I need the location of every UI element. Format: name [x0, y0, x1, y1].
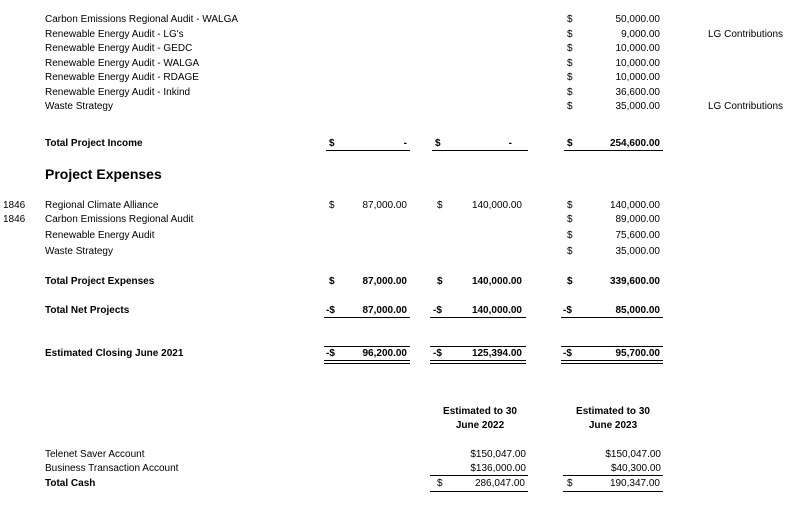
currency-symbol: $: [567, 214, 573, 225]
currency-symbol: $: [567, 230, 573, 241]
currency-symbol: $: [567, 72, 573, 83]
income-note: LG Contributions: [708, 29, 784, 40]
total-net-value-2: 140,000.00: [471, 305, 522, 316]
income-label: Renewable Energy Audit - LG's: [45, 29, 184, 40]
income-label: Renewable Energy Audit - WALGA: [45, 58, 200, 69]
income-note: LG Contributions: [708, 101, 784, 112]
currency-symbol: -$: [563, 348, 572, 359]
account-code: 1846: [3, 200, 26, 211]
income-label: Renewable Energy Audit - GEDC: [45, 43, 193, 54]
underline: [563, 475, 663, 476]
income-amount: 10,000.00: [615, 43, 660, 54]
income-label: Renewable Energy Audit - RDAGE: [45, 72, 199, 83]
overline: [324, 346, 410, 347]
total-expenses-value-3: 339,600.00: [609, 276, 660, 287]
currency-symbol: $: [567, 478, 573, 489]
income-label: Renewable Energy Audit - Inkind: [45, 87, 191, 98]
closing-value-3: 95,700.00: [615, 348, 660, 359]
expense-value-2: 140,000.00: [471, 200, 522, 211]
income-amount: 10,000.00: [615, 58, 660, 69]
account-code: 1846: [3, 214, 26, 225]
currency-symbol: $: [567, 14, 573, 25]
underline: [324, 317, 410, 318]
underline: [430, 317, 526, 318]
expense-value-1: 87,000.00: [362, 200, 407, 211]
income-amount: 50,000.00: [615, 14, 660, 25]
cash-header-2022-line2: June 2022: [455, 420, 505, 431]
double-underline: [430, 360, 526, 364]
currency-symbol: $: [567, 43, 573, 54]
currency-symbol: $: [435, 138, 441, 149]
cash-header-2022-line1: Estimated to 30: [443, 406, 517, 417]
underline: [430, 491, 528, 492]
currency-symbol: -$: [326, 348, 335, 359]
total-income-label: Total Project Income: [45, 138, 143, 149]
total-cash-value-2022: 286,047.00: [474, 478, 525, 489]
currency-symbol: $: [567, 138, 573, 149]
underline: [326, 150, 410, 151]
currency-symbol: $: [567, 58, 573, 69]
overline: [430, 346, 526, 347]
currency-symbol: -$: [433, 348, 442, 359]
double-underline: [561, 360, 663, 364]
total-cash-value-2023: 190,347.00: [609, 478, 660, 489]
income-label: Waste Strategy: [45, 101, 113, 112]
underline: [432, 150, 528, 151]
expense-value-3: 140,000.00: [609, 200, 660, 211]
overline: [561, 346, 663, 347]
total-expenses-label: Total Project Expenses: [45, 276, 155, 287]
cash-value-2023: $150,047.00: [605, 449, 661, 460]
currency-symbol: $: [437, 200, 443, 211]
currency-symbol: $: [567, 101, 573, 112]
underline: [564, 150, 663, 151]
currency-symbol: $: [329, 276, 335, 287]
expense-label: Renewable Energy Audit: [45, 230, 155, 241]
expense-value-3: 89,000.00: [615, 214, 660, 225]
currency-symbol: $: [567, 87, 573, 98]
total-expenses-value-2: 140,000.00: [471, 276, 522, 287]
income-amount: 9,000.00: [621, 29, 660, 40]
total-expenses-value-1: 87,000.00: [362, 276, 407, 287]
section-heading: Project Expenses: [45, 166, 162, 182]
currency-symbol: -$: [563, 305, 572, 316]
currency-symbol: $: [437, 276, 443, 287]
total-net-value-1: 87,000.00: [362, 305, 407, 316]
double-underline: [324, 360, 410, 364]
underline: [561, 317, 663, 318]
cash-label: Telenet Saver Account: [45, 449, 145, 460]
expense-label: Carbon Emissions Regional Audit: [45, 214, 194, 225]
currency-symbol: $: [567, 29, 573, 40]
total-income-value-1: -: [403, 138, 407, 149]
income-amount: 36,600.00: [615, 87, 660, 98]
total-net-label: Total Net Projects: [45, 305, 130, 316]
expense-label: Regional Climate Alliance: [45, 200, 159, 211]
cash-value-2023: $40,300.00: [610, 463, 661, 474]
expense-value-3: 35,000.00: [615, 246, 660, 257]
income-amount: 35,000.00: [615, 101, 660, 112]
currency-symbol: $: [567, 200, 573, 211]
total-income-value-2: -: [508, 138, 512, 149]
cash-label: Business Transaction Account: [45, 463, 179, 474]
cash-value-2022: $136,000.00: [470, 463, 526, 474]
underline: [430, 475, 528, 476]
currency-symbol: $: [329, 138, 335, 149]
closing-value-1: 96,200.00: [362, 348, 407, 359]
underline: [563, 491, 663, 492]
total-net-value-3: 85,000.00: [615, 305, 660, 316]
closing-label: Estimated Closing June 2021: [45, 348, 184, 359]
currency-symbol: $: [437, 478, 443, 489]
expense-value-3: 75,600.00: [615, 230, 660, 241]
total-income-value-3: 254,600.00: [609, 138, 660, 149]
expense-label: Waste Strategy: [45, 246, 113, 257]
cash-header-2023-line2: June 2023: [588, 420, 638, 431]
cash-header-2023-line1: Estimated to 30: [576, 406, 650, 417]
closing-value-2: 125,394.00: [471, 348, 522, 359]
income-label: Carbon Emissions Regional Audit - WALGA: [45, 14, 239, 25]
currency-symbol: $: [329, 200, 335, 211]
currency-symbol: $: [567, 276, 573, 287]
currency-symbol: $: [567, 246, 573, 257]
cash-value-2022: $150,047.00: [470, 449, 526, 460]
total-cash-label: Total Cash: [45, 478, 96, 489]
income-amount: 10,000.00: [615, 72, 660, 83]
currency-symbol: -$: [433, 305, 442, 316]
currency-symbol: -$: [326, 305, 335, 316]
